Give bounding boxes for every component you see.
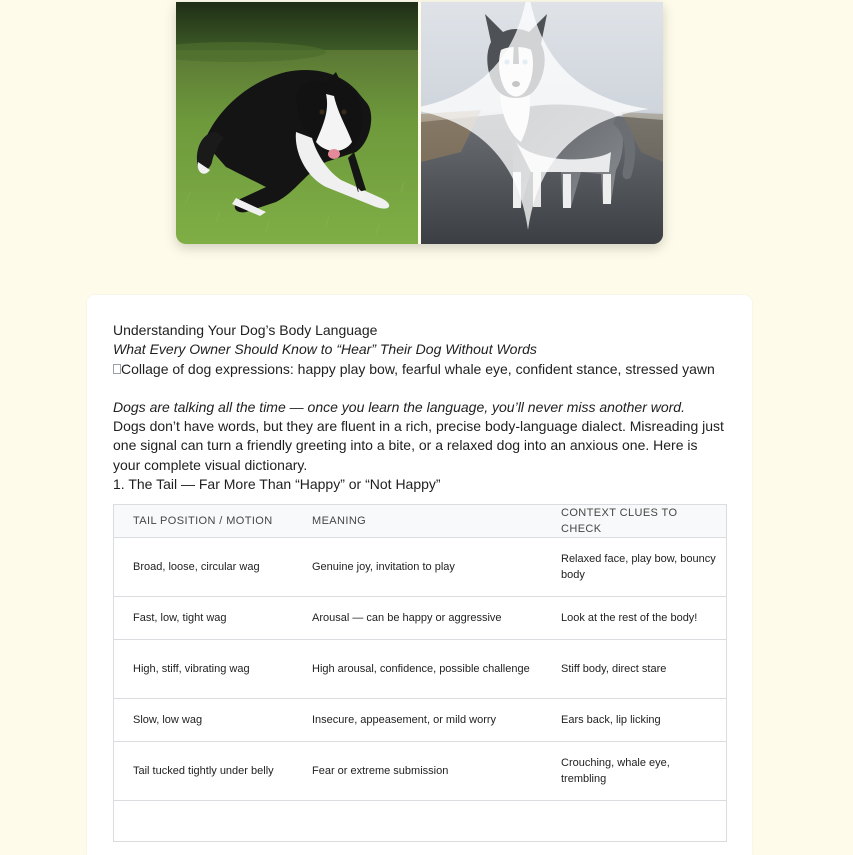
table-cell: Broad, loose, circular wag: [114, 538, 293, 597]
table-row: [114, 597, 726, 640]
article-lead: Dogs are talking all the time — once you learn the language, you’ll never miss another word.: [113, 398, 685, 415]
table-cell: Ears back, lip licking: [542, 699, 726, 742]
hero-image-collage[interactable]: [176, 2, 663, 244]
image-alt-text: Collage of dog expressions: happy play bow, fearful whale eye, confident stance, stressed yawn: [121, 360, 715, 377]
tail-signals-table: [113, 504, 727, 842]
section-heading-tail: 1. The Tail — Far More Than “Happy” or “Not Happy”: [113, 476, 441, 493]
table-cell: Insecure, appeasement, or mild worry: [293, 699, 542, 742]
column-header: CONTEXT CLUES TO CHECK: [542, 505, 726, 538]
table-cell: Fast, low, tight wag: [114, 597, 293, 640]
broken-image-alt: [113, 360, 727, 379]
table-cell: Stiff body, direct stare: [542, 640, 726, 699]
table-cell: Genuine joy, invitation to play: [293, 538, 542, 597]
article-subtitle: What Every Owner Should Know to “Hear” Their Dog Without Words: [113, 341, 537, 358]
table-cell: Look at the rest of the body!: [542, 597, 726, 640]
table-cell: Fear or extreme submission: [293, 742, 542, 801]
sparkle-icon: [421, 2, 649, 230]
husky-standing-photo: [421, 2, 663, 244]
table-row: [114, 801, 726, 842]
table-cell: High, stiff, vibrating wag: [114, 640, 293, 699]
table-cell: Tail tucked tightly under belly: [114, 742, 293, 801]
article-content: [113, 321, 727, 842]
table-cell: Slow, low wag: [114, 699, 293, 742]
table-cell: [542, 801, 726, 842]
broken-image-icon: [113, 363, 121, 375]
table-row: [114, 699, 726, 742]
article-card: [87, 295, 752, 855]
play-bow-dog-photo: [176, 2, 418, 244]
table-cell: Arousal — can be happy or aggressive: [293, 597, 542, 640]
table-cell: Relaxed face, play bow, bouncy body: [542, 538, 726, 597]
table-header-row: [114, 505, 726, 538]
table-row: [114, 742, 726, 801]
column-header: TAIL POSITION / MOTION: [114, 505, 293, 538]
table-cell: [114, 801, 293, 842]
article-intro: Dogs don’t have words, but they are fluent in a rich, precise body-language dialect. Misreading just one signal can turn a friendly greeting into a bite, or a relaxed dog into an anxious one. Here is your complete visual dictionary.: [113, 418, 724, 473]
table-row: [114, 640, 726, 699]
table-cell: [293, 801, 542, 842]
article-title: Understanding Your Dog’s Body Language: [113, 322, 378, 338]
table-cell: High arousal, confidence, possible challenge: [293, 640, 542, 699]
table-row: [114, 538, 726, 597]
table-cell: Crouching, whale eye, trembling: [542, 742, 726, 801]
column-header: MEANING: [293, 505, 542, 538]
